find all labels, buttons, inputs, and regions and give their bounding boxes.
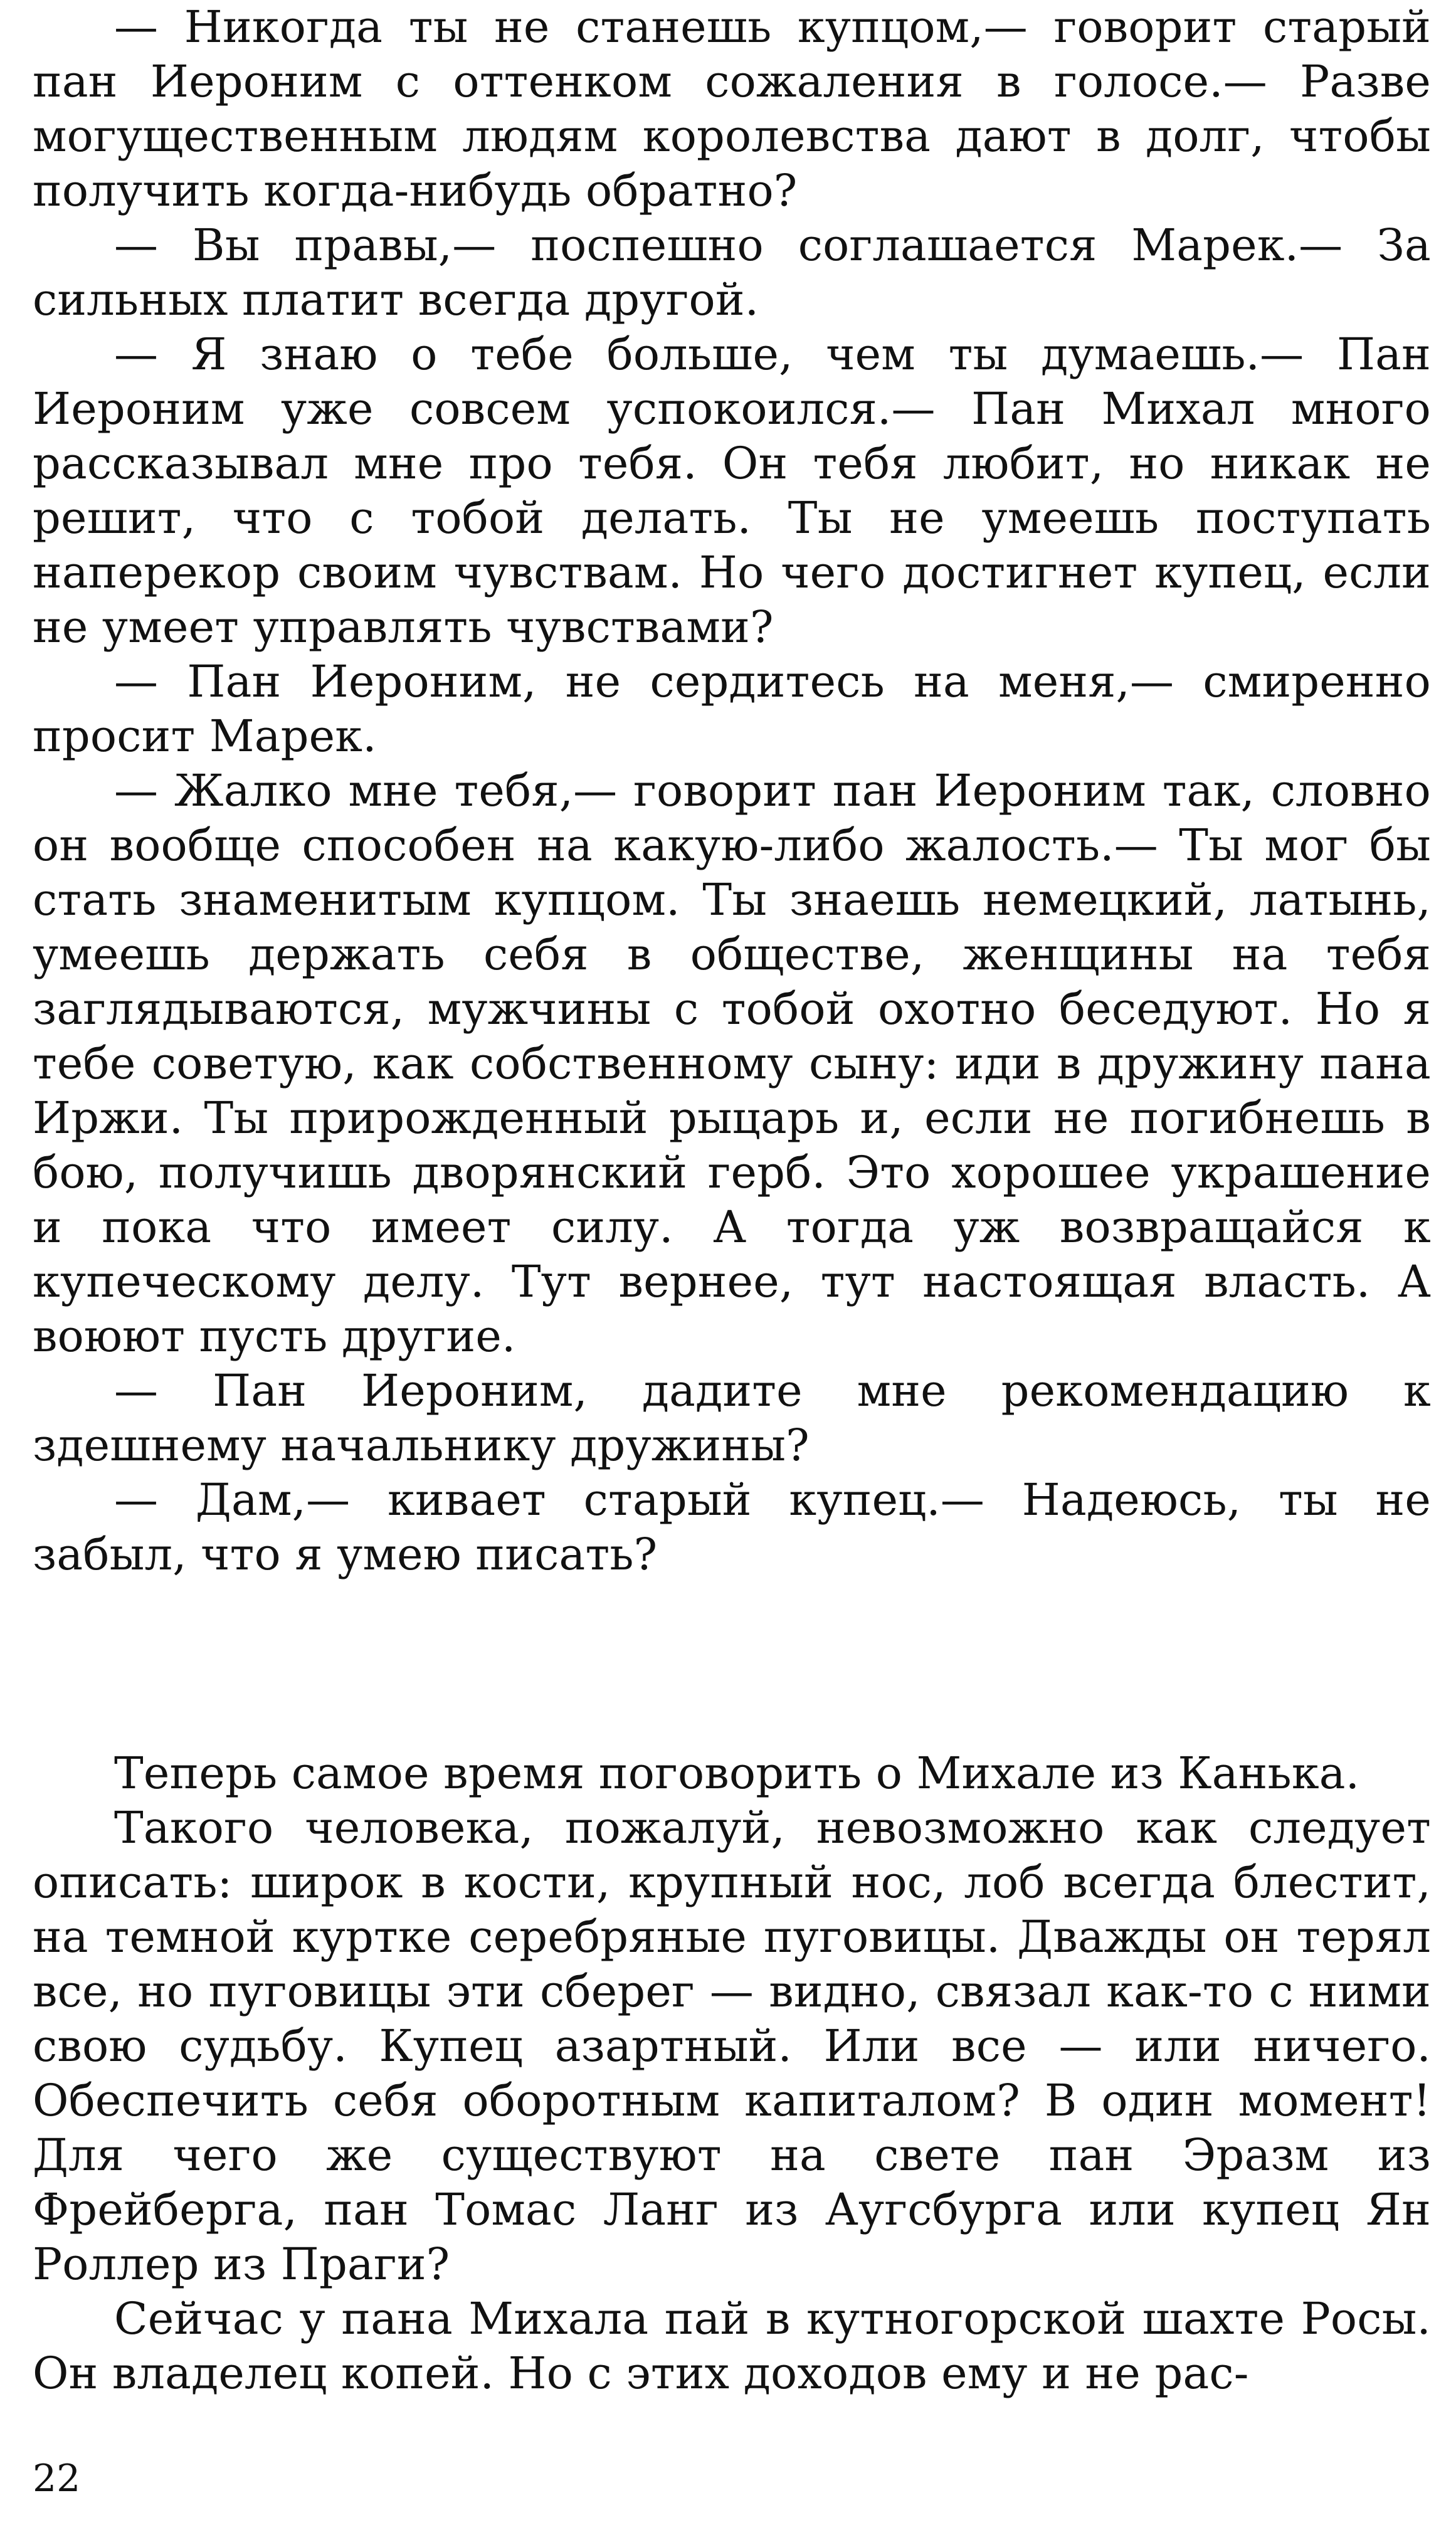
- paragraph: — Я знаю о тебе больше, чем ты думаешь.— Пан Иероним уже совсем успокоился.— Пан Михал много рассказывал мне про тебя. Он тебя любит, но никак не решит, что с тобой делать. Ты не умеешь поступать наперекор своим чувствам. Но чего достигнет купец, если не умеет управлять чувствами?: [33, 329, 1431, 653]
- paragraph: — Дам,— кивает старый купец.— Надеюсь, ты не забыл, что я умею писать?: [33, 1474, 1431, 1580]
- paragraph: — Вы правы,— поспешно соглашается Марек.— За сильных платит всегда другой.: [33, 219, 1431, 325]
- paragraph: — Пан Иероним, не сердитесь на меня,— смиренно просит Марек.: [33, 656, 1431, 762]
- page-number: 22: [33, 2457, 81, 2501]
- paragraph: — Никогда ты не станешь купцом,— говорит старый пан Иероним с оттенком сожаления в голосе.— Разве могущественным людям королевства дают в долг, чтобы получить когда-нибудь обратно?: [33, 1, 1431, 216]
- narrative-section: [33, 1746, 1431, 2401]
- paragraph: — Пан Иероним, дадите мне рекомендацию к здешнему начальнику дружины?: [33, 1365, 1431, 1471]
- paragraph: Сейчас у пана Михала пай в кутногорской шахте Росы. Он владелец копей. Но с этих доходов ему и не рас-: [33, 2293, 1431, 2399]
- paragraph: Такого человека, пожалуй, невозможно как следует описать: широк в кости, крупный нос, лоб всегда блестит, на темной куртке серебряные пуговицы. Дважды он терял все, но пуговицы эти сберег — видно, связал как-то с ними свою судьбу. Купец азартный. Или все — или ничего. Обеспечить себя оборотным капиталом? В один момент! Для чего же существуют на свете пан Эразм из Фрейберга, пан Томас Ланг из Аугсбурга или купец Ян Роллер из Праги?: [33, 1802, 1431, 2290]
- paragraph: Теперь самое время поговорить о Михале из Канька.: [114, 1747, 1360, 1799]
- paragraph: — Жалко мне тебя,— говорит пан Иероним так, словно он вообще способен на какую-либо жалость.— Ты мог бы стать знаменитым купцом. Ты знаешь немецкий, латынь, умеешь держать себя в обществе, женщины на тебя заглядываются, мужчины с тобой охотно беседуют. Но я тебе советую, как собственному сыну: иди в дружину пана Иржи. Ты прирожденный рыцарь и, если не погибнешь в бою, получишь дворянский герб. Это хорошее украшение и пока что имеет силу. А тогда уж возвращайся к купеческому делу. Тут вернее, тут настоящая власть. А воюют пусть другие.: [33, 765, 1431, 1362]
- dialogue-section: [33, 0, 1431, 1582]
